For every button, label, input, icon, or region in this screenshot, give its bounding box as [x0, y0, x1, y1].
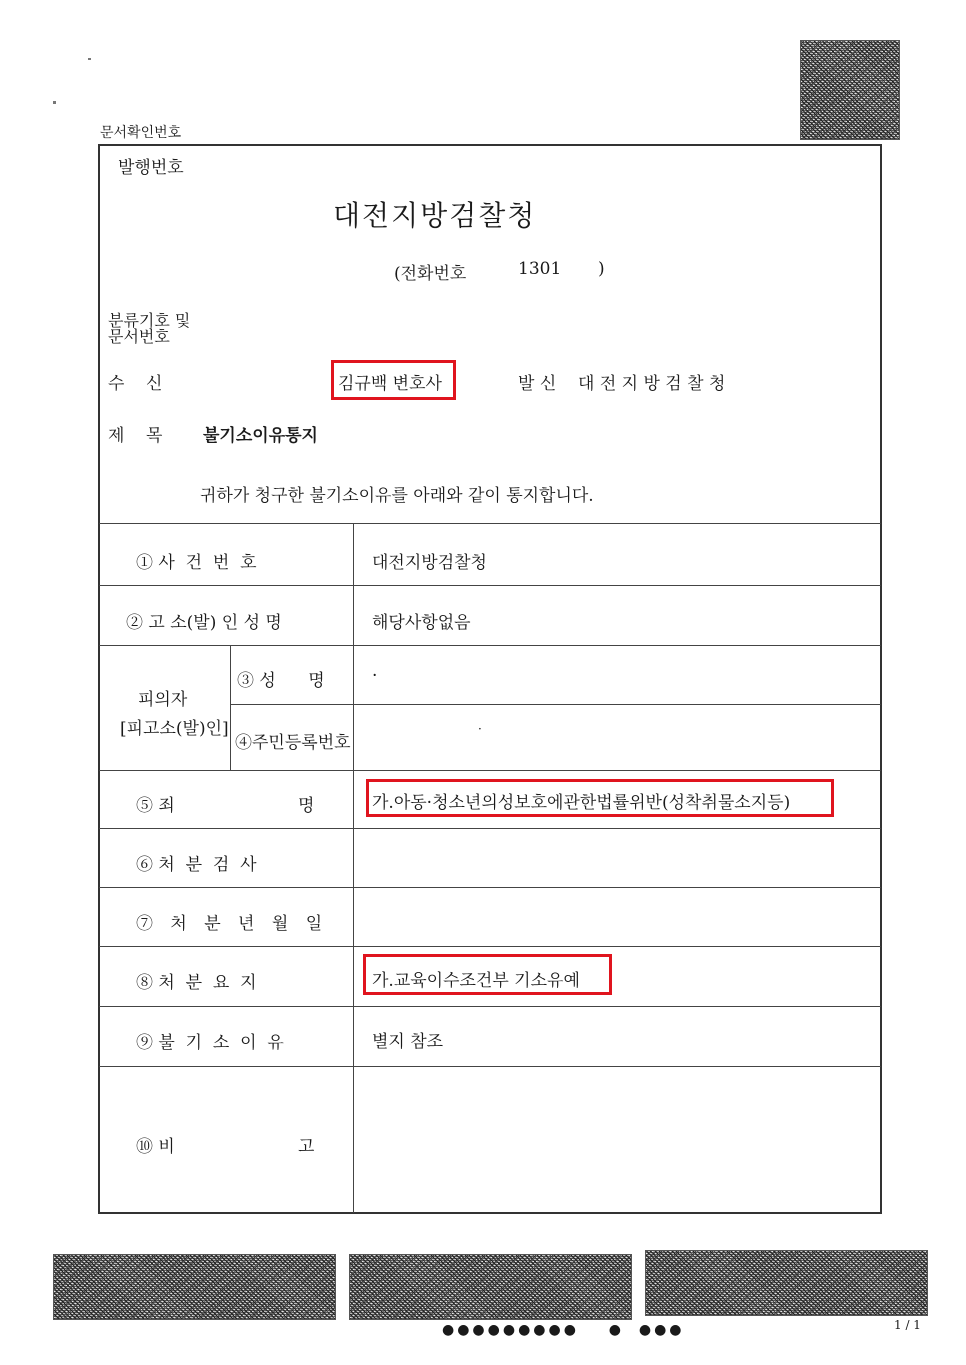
table-line: [99, 585, 881, 586]
table-line: [99, 770, 881, 771]
classification-label-2: 문서번호: [108, 327, 170, 346]
suspect-label: 피의자: [138, 690, 188, 710]
remarks-label: ⑩ 비: [136, 1137, 175, 1157]
table-line: [99, 1006, 881, 1007]
table-line: [353, 523, 354, 1213]
crime-value: 가.아동·청소년의성보호에관한법률위반(성착취물소지등): [372, 793, 791, 813]
crime-highlight-box: [366, 779, 834, 817]
suspect-name-value: ·: [372, 666, 378, 686]
document-frame: [98, 144, 882, 1214]
recipient-value: 김규백 변호사: [338, 374, 442, 394]
suspect-rrn-label: ④주민등록번호: [235, 733, 351, 753]
issue-no-label: 발행번호: [118, 158, 184, 178]
reason-label: ⑨ 불 기 소 이 유: [136, 1033, 284, 1053]
table-line: [230, 704, 881, 705]
doc-confirm-no-label: 문서확인번호: [100, 125, 182, 141]
reason-value: 별지 참조: [372, 1032, 444, 1052]
table-line: [230, 645, 231, 770]
crime-label-right: 명: [298, 796, 315, 816]
sender-label: 발 신: [518, 374, 557, 394]
complainant-label: ② 고 소(발) 인 성 명: [126, 613, 282, 633]
crime-label: ⑤ 죄: [136, 796, 175, 816]
barcode-top-right: [800, 40, 900, 140]
office-title: 대전지방검찰청: [333, 199, 537, 232]
case-no-label: ① 사 건 번 호: [136, 553, 257, 573]
complainant-value: 해당사항없음: [372, 613, 471, 633]
table-line: [99, 887, 881, 888]
table-line: [99, 946, 881, 947]
remarks-label-right: 고: [298, 1137, 315, 1157]
phone-open: (전화번호: [394, 264, 467, 284]
suspect-label-2: [피고소(발)인]: [120, 719, 229, 739]
suspect-name-label: ③ 성 명: [237, 671, 325, 691]
table-line: [99, 645, 881, 646]
date-label: ⑦ 처 분 년 월 일: [136, 914, 329, 934]
phone-number: 1301: [518, 259, 562, 279]
suspect-rrn-value: ·: [478, 722, 482, 736]
speck: [88, 58, 91, 60]
table-line: [99, 828, 881, 829]
sender-value: 대 전 지 방 검 찰 청: [578, 374, 726, 394]
case-no-value: 대전지방검찰청: [372, 553, 487, 573]
classification-label: 분류기호 및: [108, 311, 191, 330]
recipient-label: 수 신: [108, 374, 163, 394]
footer-dot-row: ●●●●●●●●● ● ●●●: [442, 1322, 685, 1338]
barcode-bottom-center: [349, 1254, 632, 1320]
prosecutor-label: ⑥ 처 분 검 사: [136, 855, 257, 875]
subject-value: 불기소이유통지: [203, 426, 318, 446]
page-indicator: 1 / 1: [894, 1318, 921, 1332]
disposition-value: 가.교육이수조건부 기소유예: [372, 971, 580, 991]
barcode-bottom-left: [53, 1254, 336, 1320]
intro-text: 귀하가 청구한 불기소이유를 아래와 같이 통지합니다.: [200, 486, 594, 506]
disposition-highlight-box: [363, 954, 612, 995]
recipient-highlight-box: [331, 360, 456, 400]
disposition-label: ⑧ 처 분 요 지: [136, 973, 257, 993]
barcode-bottom-right: [645, 1250, 928, 1316]
table-line: [99, 1066, 881, 1067]
phone-close: ): [598, 259, 605, 279]
speck: [53, 101, 56, 104]
table-line: [99, 523, 881, 524]
subject-label: 제 목: [108, 426, 163, 446]
